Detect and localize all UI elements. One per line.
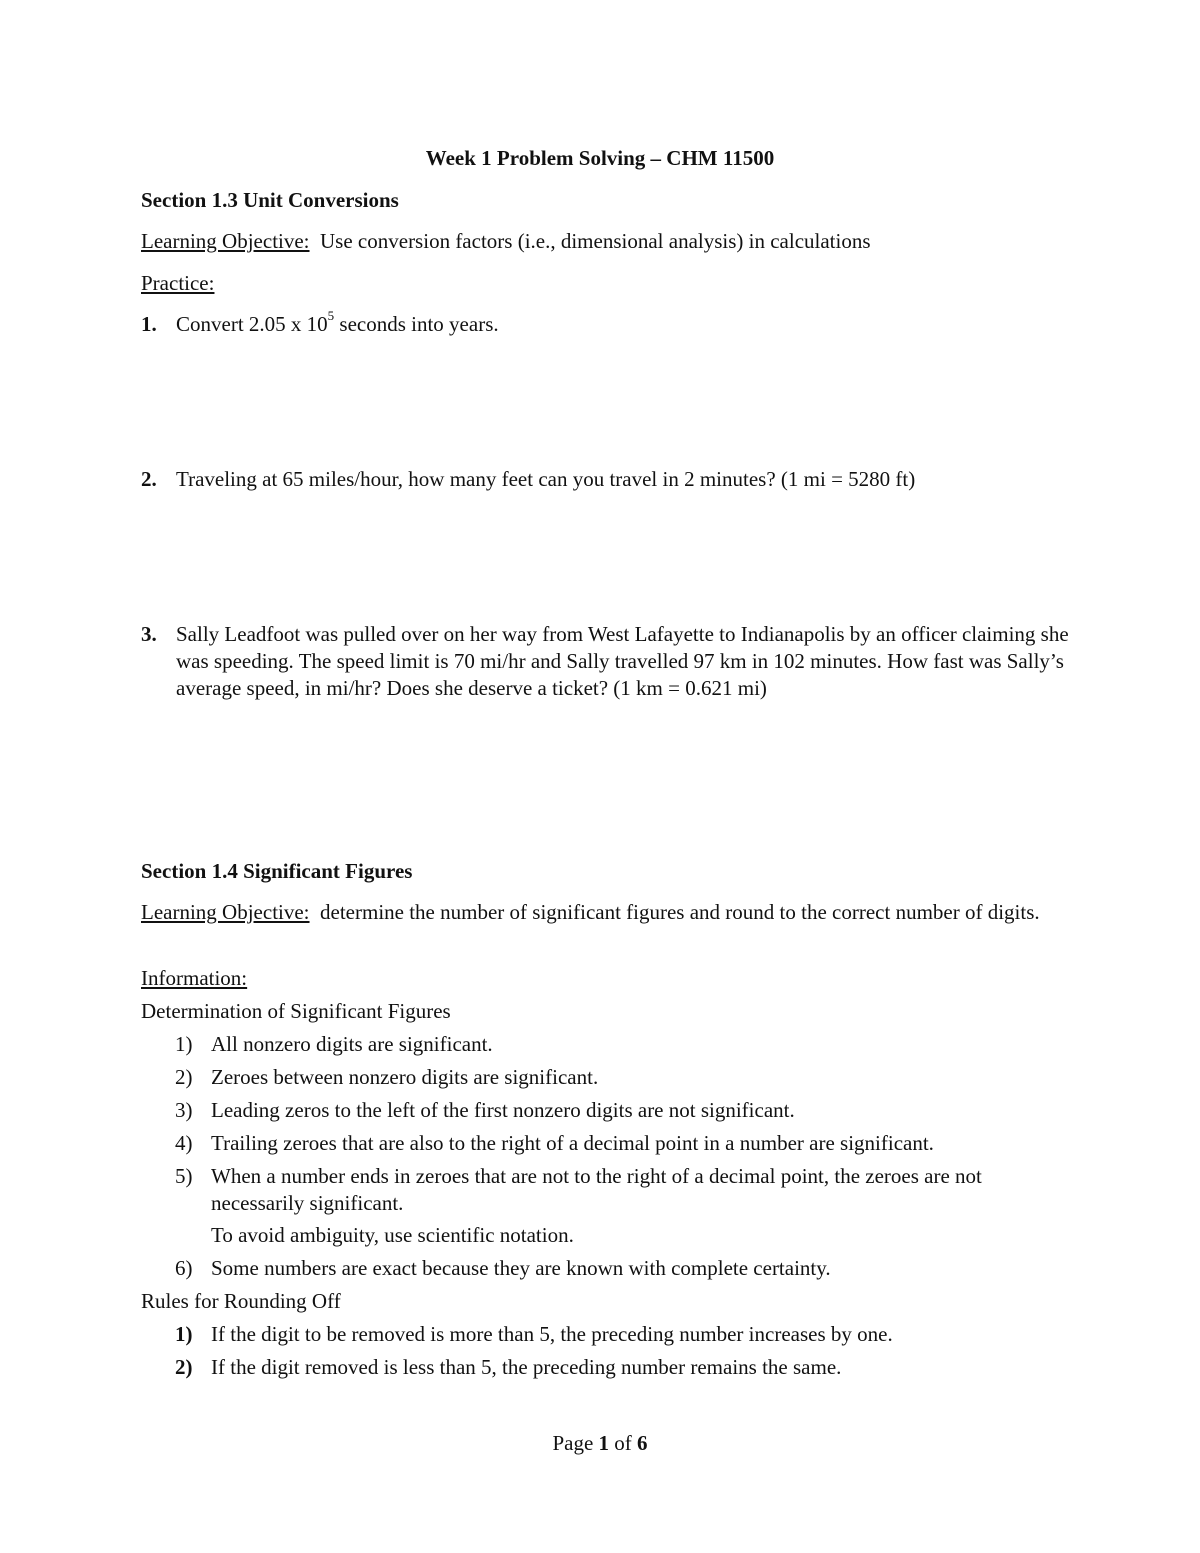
question-1-text-b: seconds into years. (334, 312, 499, 336)
det-item-1-number: 1) (175, 1032, 193, 1056)
practice-label-text: Practice: (141, 271, 215, 295)
det-item-6-number: 6) (175, 1256, 193, 1280)
learning-objective-1-4 (141, 899, 1071, 926)
round-item-1-text: If the digit to be removed is more than 5, the preceding number increases by one. (211, 1322, 893, 1346)
round-item-2-number: 2) (175, 1355, 193, 1379)
det-item-6-text: Some numbers are exact because they are known with complete certainty. (211, 1256, 831, 1280)
learning-objective-text: Use conversion factors (i.e., dimensional analysis) in calculations (320, 229, 871, 253)
learning-objective-label: Learning Objective: (141, 900, 310, 924)
det-item-3-text: Leading zeros to the left of the first nonzero digits are not significant. (211, 1098, 795, 1122)
round-item-1-number: 1) (175, 1322, 193, 1346)
section-1-3-heading: Section 1.3 Unit Conversions (141, 188, 399, 212)
section-1-4-heading: Section 1.4 Significant Figures (141, 859, 413, 883)
question-3-text: Sally Leadfoot was pulled over on her way from West Lafayette to Indianapolis by an officer claiming she was speeding. The speed limit is 70 mi/hr and Sally travelled 97 km in 102 minutes. How fast was Sally’s average speed, in mi/hr? Does she deserve a ticket? (1 km = 0.621 mi) (176, 622, 1069, 700)
det-item-5-text: When a number ends in zeroes that are not to the right of a decimal point, the zeroes are not necessarily significant. (211, 1164, 982, 1215)
question-2-text: Traveling at 65 miles/hour, how many feet can you travel in 2 minutes? (1 mi = 5280 ft) (176, 467, 916, 491)
det-item-3-number: 3) (175, 1098, 193, 1122)
question-1-text-a: Convert 2.05 x 10 (176, 312, 328, 336)
learning-objective-1-3 (141, 228, 1071, 255)
learning-objective-label: Learning Objective: (141, 229, 310, 253)
page-title: Week 1 Problem Solving – CHM 11500 (425, 146, 775, 170)
determination-heading: Determination of Significant Figures (141, 999, 451, 1023)
det-item-2-number: 2) (175, 1065, 193, 1089)
det-item-1-text: All nonzero digits are significant. (211, 1032, 493, 1056)
question-3-number: 3. (141, 622, 157, 646)
footer-page-word: Page (552, 1431, 594, 1455)
round-item-2-text: If the digit removed is less than 5, the preceding number remains the same. (211, 1355, 842, 1379)
question-1-exponent: 5 (327, 308, 335, 323)
learning-objective-text: determine the number of significant figures and round to the correct number of digits. (320, 900, 1040, 924)
footer-of-word: of (614, 1431, 632, 1455)
question-1-number: 1. (141, 312, 157, 336)
det-item-4-text: Trailing zeroes that are also to the right of a decimal point in a number are significant. (211, 1131, 934, 1155)
information-label (141, 965, 1071, 992)
footer-page-total: 6 (637, 1431, 648, 1455)
question-2-number: 2. (141, 467, 157, 491)
footer-page-number: 1 (598, 1431, 610, 1455)
det-item-2-text: Zeroes between nonzero digits are significant. (211, 1065, 599, 1089)
practice-label (141, 270, 1071, 297)
question-1-text (176, 308, 1071, 338)
rounding-heading: Rules for Rounding Off (141, 1289, 341, 1313)
information-label-text: Information: (141, 966, 248, 990)
det-note: To avoid ambiguity, use scientific notation. (211, 1223, 574, 1247)
det-item-4-number: 4) (175, 1131, 193, 1155)
det-item-5-number: 5) (175, 1164, 193, 1188)
page-footer (0, 1430, 1200, 1457)
